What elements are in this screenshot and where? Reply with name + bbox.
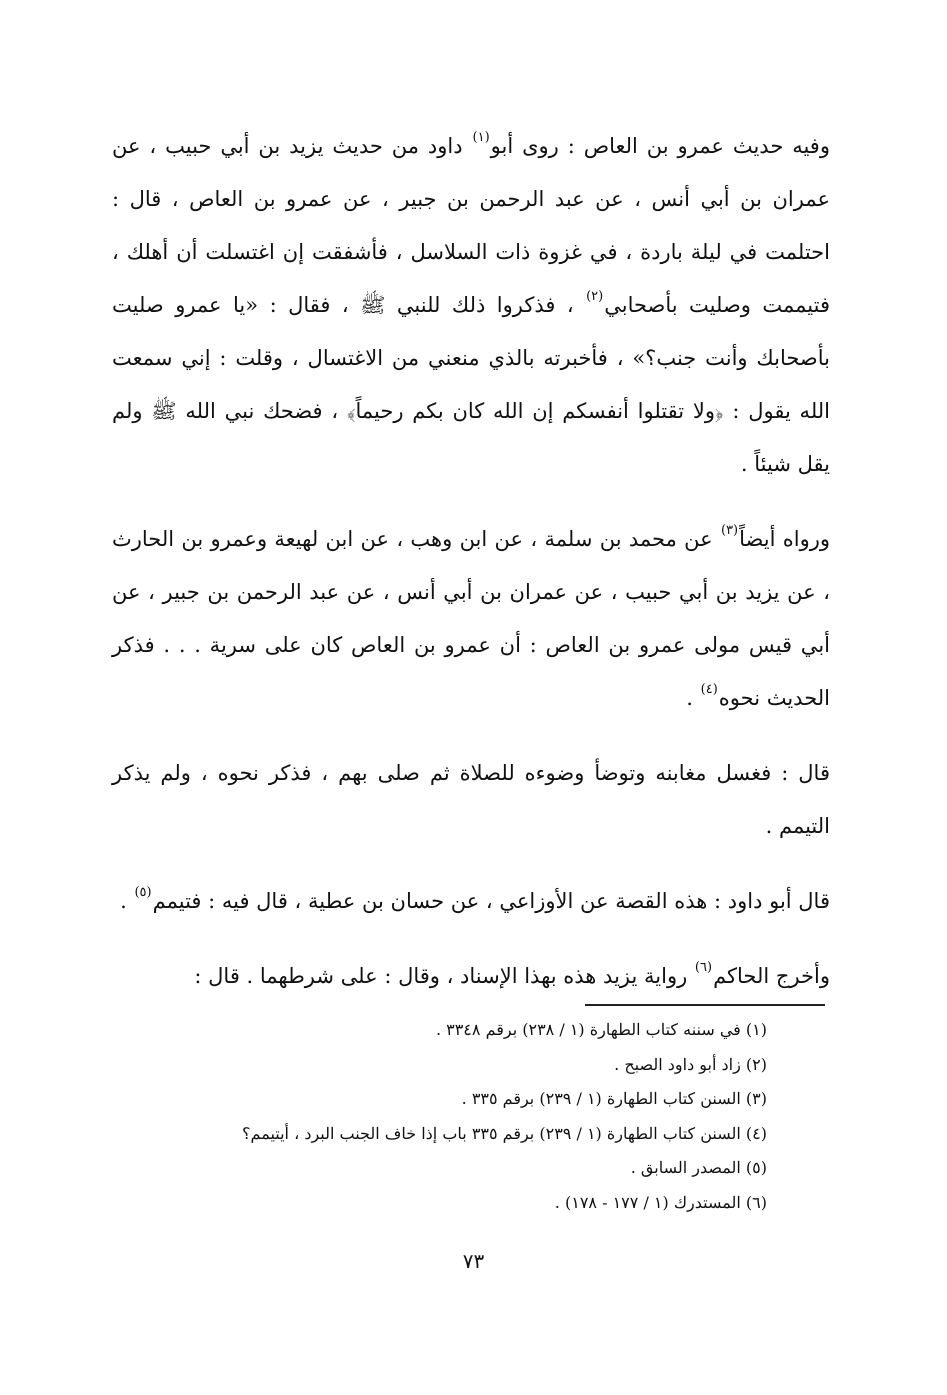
footnote-ref-1[interactable]: (١) bbox=[472, 130, 490, 145]
text-segment: ورواه أيضاً bbox=[739, 527, 830, 551]
footnote-6: (٦) المستدرك (١ / ١٧٧ - ١٧٨) . bbox=[554, 1192, 767, 1212]
footnote-3: (٣) السنن كتاب الطهارة (١ / ٢٣٩) برقم ٣٣٥ . bbox=[461, 1089, 767, 1108]
paragraph-amr-hadith bbox=[112, 120, 830, 491]
footnote-2: (٢) زاد أبو داود الصبح . bbox=[614, 1054, 767, 1074]
footnote-5: (٥) المصدر السابق . bbox=[630, 1158, 767, 1177]
text-segment: وأخرج الحاكم bbox=[713, 964, 830, 988]
paragraph-hakim bbox=[112, 950, 830, 1003]
paragraph-washing bbox=[112, 747, 830, 853]
footnote-ref-3[interactable]: (٣) bbox=[720, 523, 739, 538]
footnote-ref-5[interactable]: (٥) bbox=[134, 885, 152, 900]
footnote-ref-4[interactable]: (٤) bbox=[700, 682, 718, 697]
footnote-ref-6[interactable]: (٦) bbox=[694, 960, 713, 975]
text-segment: وفيه حديث عمرو بن العاص : روى أبو bbox=[490, 134, 830, 158]
footnote-divider bbox=[585, 1004, 825, 1006]
main-text bbox=[112, 120, 830, 1025]
text-segment: عن محمد بن سلمة ، عن ابن وهب ، عن ابن لهيعة وعمرو بن الحارث ، عن يزيد بن أبي حبيب ، عن عمران بن أبي أنس ، عن عبد الرحمن بن جبير ، عن أبي قيس مولى عمرو بن العاص : أن عمرو بن العاص كان على سرية . . . فذكر الحديث نحوه bbox=[112, 527, 830, 710]
footnote-4: (٤) السنن كتاب الطهارة (١ / ٢٣٩) برقم ٣٣٥ باب إذا خاف الجنب البرد ، أيتيمم؟ bbox=[242, 1123, 767, 1143]
footnote-1: (١) في سننه كتاب الطهارة (١ / ٢٣٨) برقم ٣٣٤٨ . bbox=[435, 1020, 767, 1039]
paragraph-second-narration bbox=[112, 513, 830, 725]
text-segment: داود من حديث يزيد بن أبي حبيب ، عن عمران بن أبي أنس ، عن عبد الرحمن بن جبير ، عن عمرو بن العاص ، قال : احتلمت في ليلة باردة ، في غزوة ذات السلاسل ، فأشفقت إن اغتسلت أن أهلك ، فتيممت وصليت بأصحابي bbox=[112, 134, 830, 317]
paragraph-abu-dawud-comment bbox=[112, 875, 830, 928]
page-number: ٧٣ bbox=[462, 1249, 485, 1273]
footnotes-list bbox=[147, 1013, 767, 1220]
footnote-ref-2[interactable]: (٢) bbox=[586, 289, 604, 304]
text-segment: . bbox=[686, 686, 700, 710]
text-segment: . bbox=[120, 889, 134, 913]
text-segment: قال : فغسل مغابنه وتوضأ وضوءه للصلاة ثم صلى بهم ، فذكر نحوه ، ولم يذكر التيمم . bbox=[112, 761, 830, 838]
text-segment: ، فذكروا ذلك للنبي ﷺ ، فقال : «يا عمرو صليت بأصحابك وأنت جنب؟» ، فأخبرته بالذي منعني من الاغتسال ، وقلت : إني سمعت الله يقول : ﴿ولا تقتلوا أنفسكم إن الله كان بكم رحيماً﴾ ، فضحك نبي الله ﷺ ولم يقل شيئاً . bbox=[112, 293, 830, 476]
text-segment: قال أبو داود : هذه القصة عن الأوزاعي ، عن حسان بن عطية ، قال فيه : فتيمم bbox=[152, 889, 830, 913]
text-segment: رواية يزيد هذه بهذا الإسناد ، وقال : على شرطهما . قال : bbox=[194, 964, 694, 988]
